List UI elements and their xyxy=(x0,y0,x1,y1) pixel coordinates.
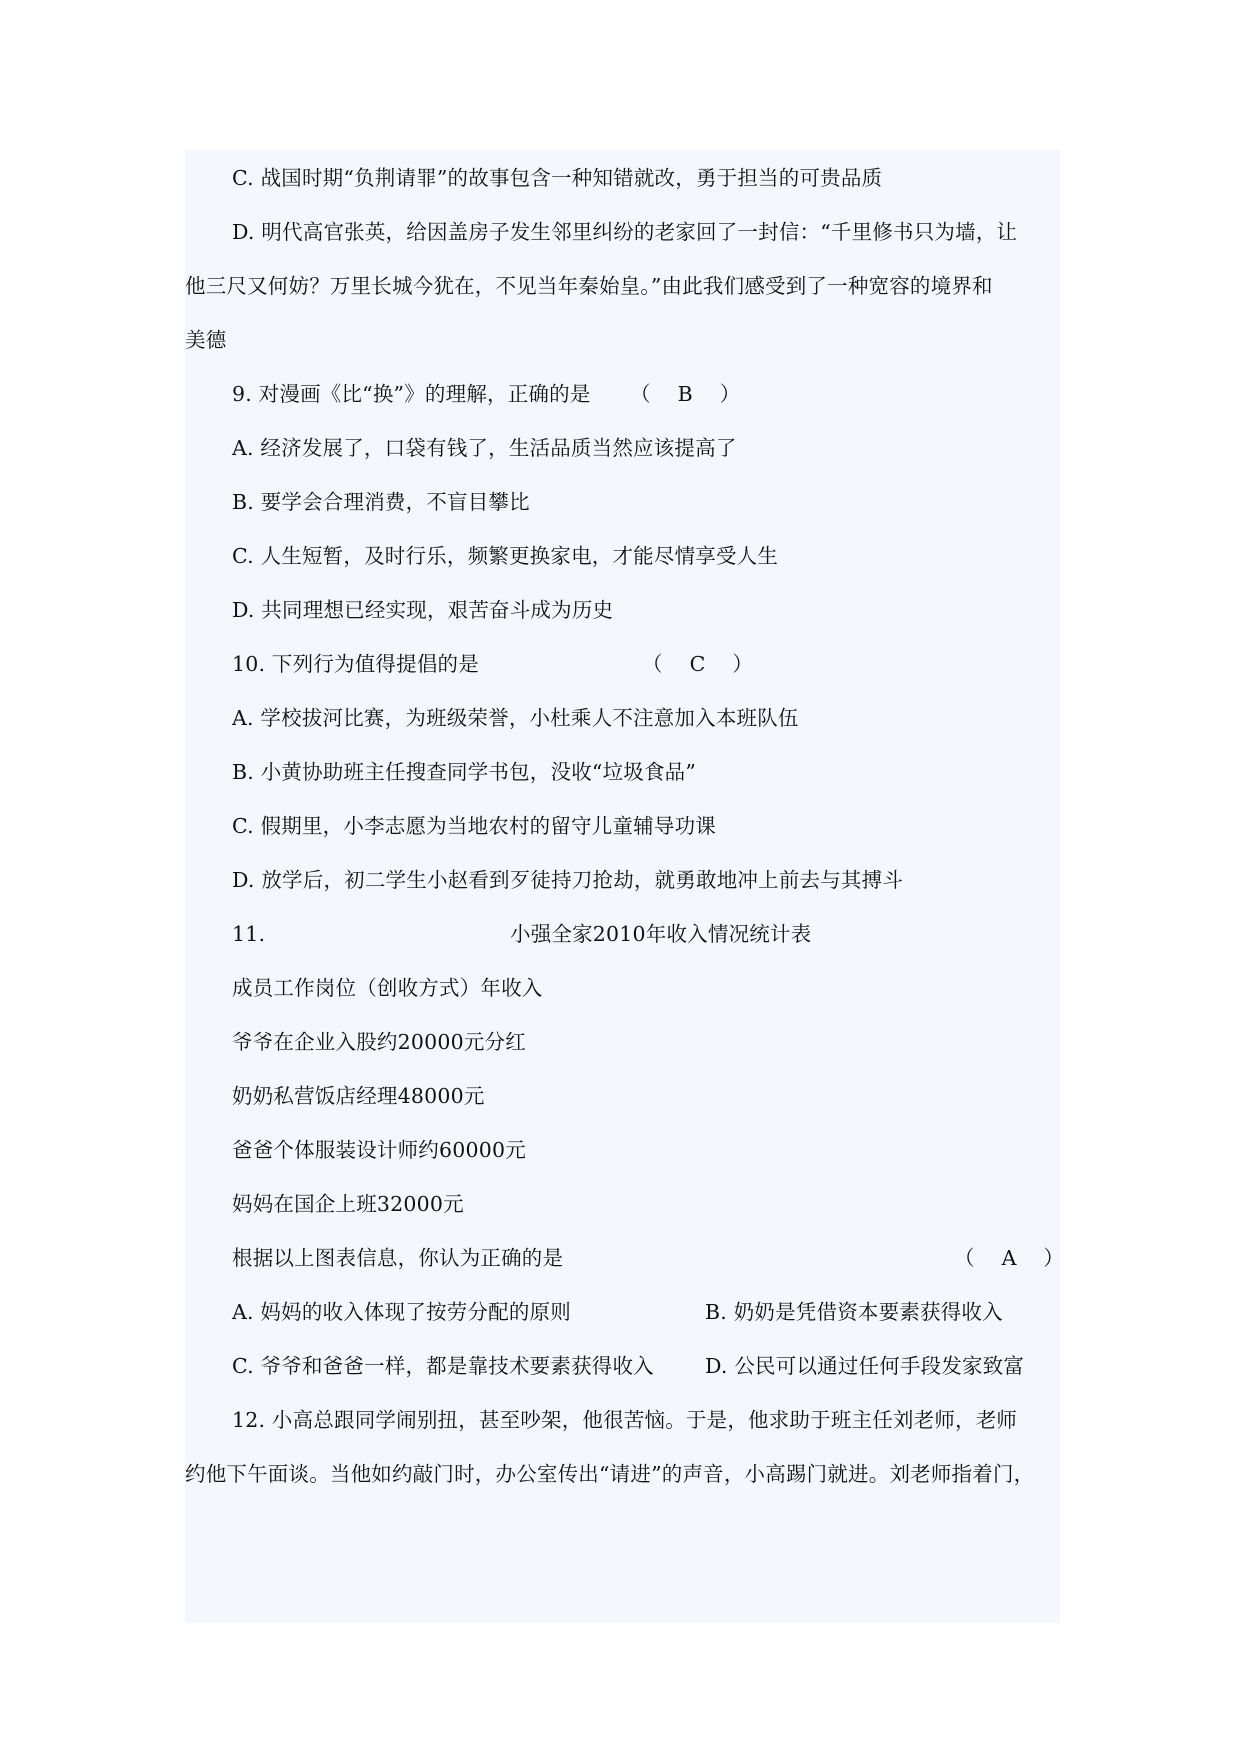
q9-option-b: B. 要学会合理消费，不盲目攀比 xyxy=(232,490,530,514)
q11-table-row: 妈妈在国企上班32000元 xyxy=(232,1192,464,1216)
q10-answer: （ C ） xyxy=(642,652,754,676)
q11-table-row: 奶奶私营饭店经理48000元 xyxy=(232,1084,485,1108)
q11-option-a: A. 妈妈的收入体现了按劳分配的原则 xyxy=(232,1300,571,1324)
q11-stem: 根据以上图表信息，你认为正确的是 xyxy=(232,1246,564,1270)
q11-option-c: C. 爷爷和爸爸一样，都是靠技术要素获得收入 xyxy=(232,1354,654,1378)
q11-option-d: D. 公民可以通过任何手段发家致富 xyxy=(705,1354,1025,1378)
document-page xyxy=(185,150,1065,1623)
q10-question xyxy=(232,644,1060,684)
q8-option-c: C. 战国时期“负荆请罪”的故事包含一种知错就改，勇于担当的可贵品质 xyxy=(232,166,883,190)
q11-table-title: 小强全家2010年收入情况统计表 xyxy=(510,922,812,946)
q11-options-row1 xyxy=(232,1292,1060,1332)
q10-option-d: D. 放学后，初二学生小赵看到歹徒持刀抢劫，就勇敢地冲上前去与其搏斗 xyxy=(232,868,904,892)
q11-question xyxy=(232,1238,1065,1278)
q9-answer: （ B ） xyxy=(630,382,741,406)
q11-options-row2 xyxy=(232,1346,1060,1386)
q9-option-a: A. 经济发展了，口袋有钱了，生活品质当然应该提高了 xyxy=(232,436,737,460)
q9-question xyxy=(232,374,1060,414)
q8-option-d-line3: 美德 xyxy=(185,328,227,352)
q10-option-c: C. 假期里，小李志愿为当地农村的留守儿童辅导功课 xyxy=(232,814,716,838)
q8-option-d-line2: 他三尺又何妨？万里长城今犹在，不见当年秦始皇。”由此我们感受到了一种宽容的境界和 xyxy=(185,274,993,298)
q11-heading xyxy=(232,914,1060,954)
q12-line1: 12. 小高总跟同学闹别扭，甚至吵架，他很苦恼。于是，他求助于班主任刘老师，老师 xyxy=(232,1408,1018,1432)
q11-table-row: 爸爸个体服装设计师约60000元 xyxy=(232,1138,526,1162)
q11-option-b: B. 奶奶是凭借资本要素获得收入 xyxy=(705,1300,1003,1324)
q11-table-row: 爷爷在企业入股约20000元分红 xyxy=(232,1030,526,1054)
q10-option-b: B. 小黄协助班主任搜查同学书包，没收“垃圾食品” xyxy=(232,760,697,784)
q10-stem: 10. 下列行为值得提倡的是 xyxy=(232,652,479,676)
q10-option-a: A. 学校拔河比赛，为班级荣誉，小杜乘人不注意加入本班队伍 xyxy=(232,706,799,730)
q8-option-d-line1: D. 明代高官张英，给因盖房子发生邻里纠纷的老家回了一封信：“千里修书只为墙，让 xyxy=(232,220,1018,244)
q11-number: 11. xyxy=(232,922,266,946)
q12-line2: 约他下午面谈。当他如约敲门时，办公室传出“请进”的声音，小高踢门就进。刘老师指着门， xyxy=(185,1462,1035,1486)
q9-option-d: D. 共同理想已经实现，艰苦奋斗成为历史 xyxy=(232,598,614,622)
q9-option-c: C. 人生短暂，及时行乐，频繁更换家电，才能尽情享受人生 xyxy=(232,544,779,568)
q11-table-header: 成员工作岗位（创收方式）年收入 xyxy=(232,976,543,1000)
q9-stem: 9. 对漫画《比“换”》的理解，正确的是 xyxy=(232,382,591,406)
q11-answer: （ A ） xyxy=(954,1246,1065,1270)
